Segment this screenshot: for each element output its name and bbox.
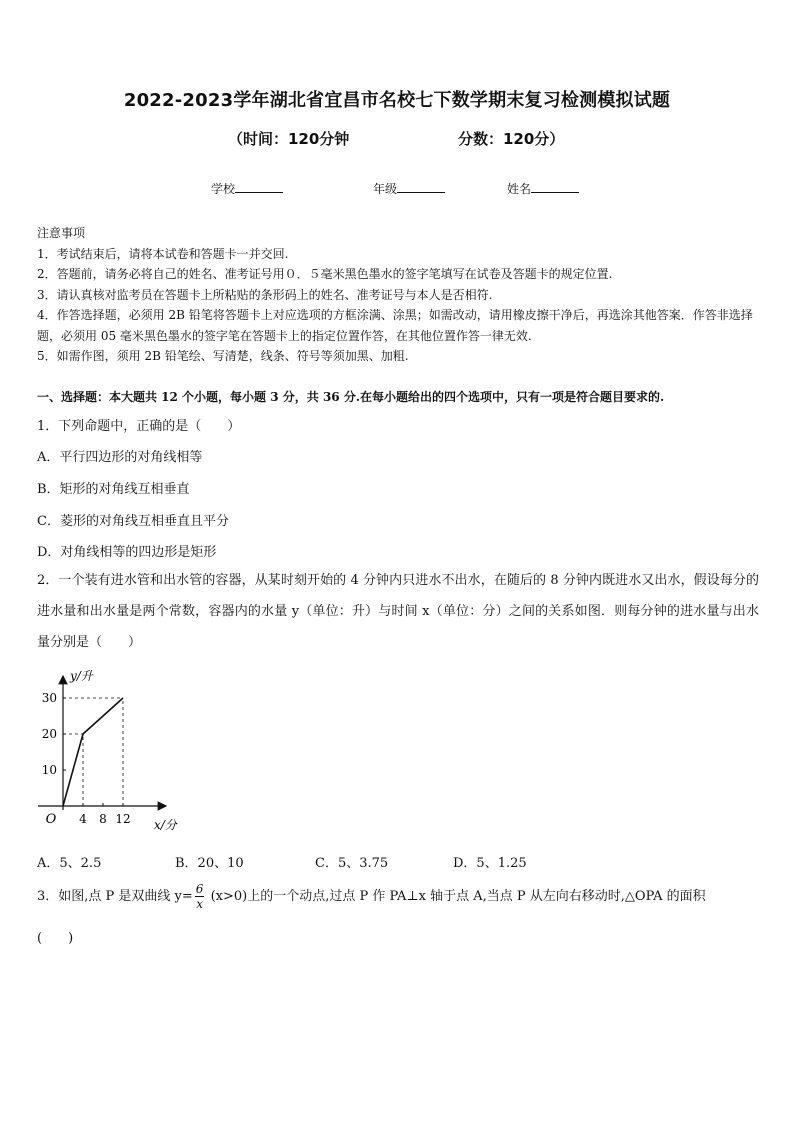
q2-option-a: A．5、2.5: [37, 856, 102, 871]
x-tick-label: 4: [79, 812, 87, 826]
name-label: 姓名: [507, 182, 532, 196]
school-field: [211, 180, 283, 197]
q3-fraction: [195, 882, 205, 911]
notice-item: 1．考试结束后，请将本试卷和答题卡一并交回.: [37, 246, 289, 261]
q1-option-d: D．对角线相等的四边形是矩形: [37, 545, 217, 560]
notice-item: 5．如需作图，须用 2B 铅笔绘、写清楚，线条、符号等须加黑、加粗.: [37, 349, 409, 363]
notice-block: [37, 223, 759, 367]
x-tick-label: 8: [99, 812, 107, 826]
notice-item: 2．答题前，请务必将自己的姓名、准考证号用０．５毫米黑色墨水的签字笔填写在试卷及答题卡的规定位置.: [37, 267, 613, 281]
time-limit: （时间：120分钟: [228, 130, 350, 148]
x-axis-label: x/分: [154, 818, 177, 832]
exam-title: 2022-2023学年湖北省宜昌市名校七下数学期末复习检测模拟试题: [123, 90, 671, 111]
series-line: [63, 698, 123, 806]
q2-option-c: C．5、3.75: [315, 856, 389, 871]
x-tick-label: 12: [115, 812, 131, 826]
notice-item: 4．作答选择题，必须用 2B 铅笔将答题卡上对应选项的方框涂满、涂黑；如需改动，请用橡皮擦干净后，再选涂其他答案．作答非选择题，必须用 05 毫米黑色墨水的签字笔在答题卡上的指定位置作答，在其他位置作答一律无效.: [37, 308, 753, 343]
q3-text-pre: 3．如图,点 P 是双曲线 y=: [37, 889, 193, 904]
question-3-stem: [37, 880, 706, 914]
origin-label: O: [45, 812, 57, 827]
section-heading: 一、选择题：本大题共 12 个小题，每小题 3 分，共 36 分.在每小题给出的四个选项中，只有一项是符合题目要求的.: [37, 390, 665, 404]
q2-option-d: D．5、1.25: [453, 856, 527, 871]
y-axis-label: y/升: [70, 669, 93, 683]
q1-option-c: C．菱形的对角线互相垂直且平分: [37, 514, 229, 529]
school-blank[interactable]: [235, 180, 283, 193]
name-blank[interactable]: [531, 180, 579, 193]
q3-text-post: (x>0)上的一个动点,过点 P 作 PA⊥x 轴于点 A,当点 P 从左向右移动时,△OPA 的面积: [206, 889, 706, 904]
q3-fraction-numerator: 6: [195, 882, 204, 896]
school-label: 学校: [211, 182, 236, 196]
q1-option-b: B．矩形的对角线互相垂直: [37, 482, 190, 497]
grade-field: [373, 180, 445, 197]
q2-option-b: B．20、10: [175, 856, 244, 871]
y-tick-label: 30: [41, 691, 57, 705]
y-tick-label: 20: [41, 727, 57, 741]
q3-fraction-denominator: x: [196, 897, 203, 911]
q1-option-a: A．平行四边形的对角线相等: [37, 450, 203, 465]
y-tick-label: 10: [41, 763, 57, 777]
notice-item: 3．请认真核对监考员在答题卡上所粘贴的条形码上的姓名、准考证号与本人是否相符.: [37, 287, 493, 302]
water-volume-chart: [36, 664, 186, 834]
q3-answer-paren: ( ): [37, 931, 74, 946]
notice-heading: 注意事项: [37, 226, 86, 240]
name-field: [507, 180, 579, 197]
question-1-stem: 1．下列命题中，正确的是（ ）: [37, 419, 241, 434]
question-2-stem: 2．一个装有进水管和出水管的容器，从某时刻开始的 4 分钟内只进水不出水，在随后的 8 分钟内既进水又出水，假设每分的进水量和出水量是两个常数，容器内的水量 y（单位：升）与时间 x（单位：分）之间的关系如图．则每分钟的进水量与出水量分别是（ ）: [37, 573, 759, 650]
grade-blank[interactable]: [397, 180, 445, 193]
total-score: 分数：120分）: [458, 130, 565, 148]
grade-label: 年级: [373, 182, 398, 196]
